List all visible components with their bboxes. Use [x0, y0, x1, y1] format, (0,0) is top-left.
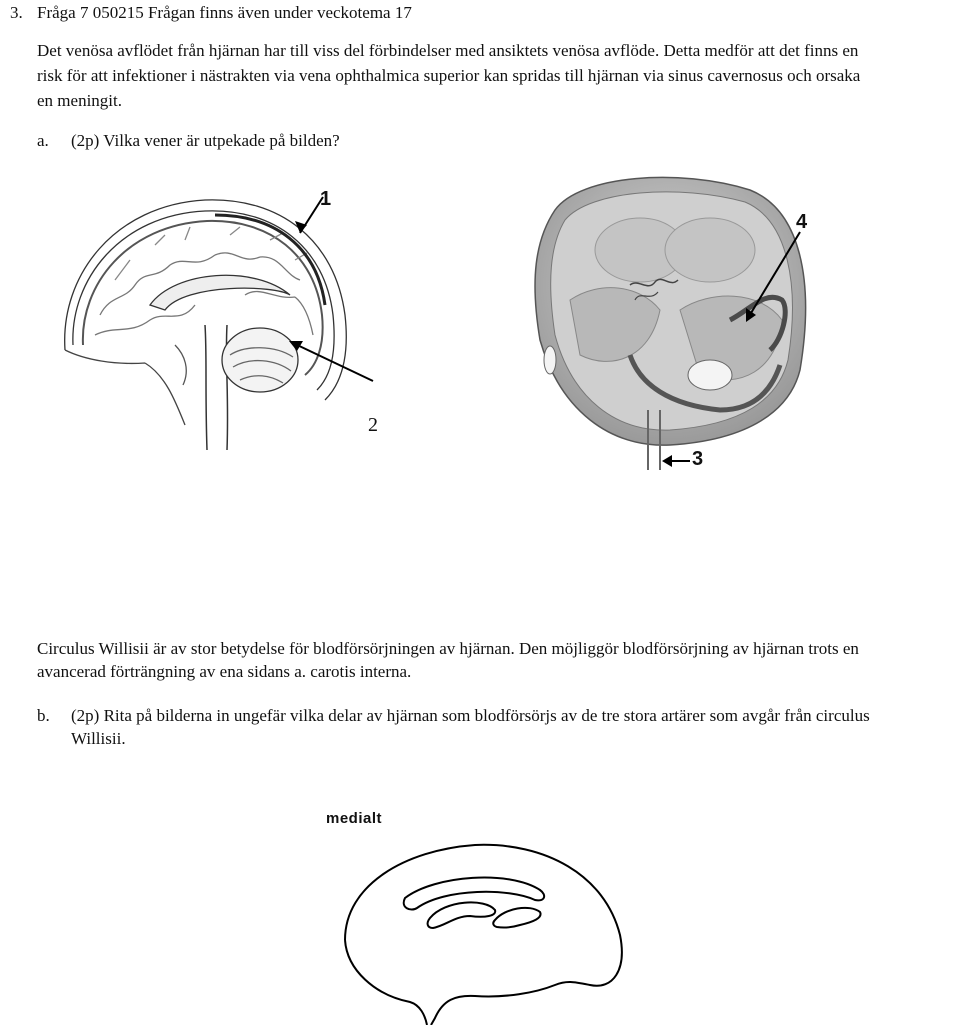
medial-brain-outline — [335, 830, 635, 1025]
intro-line-3: en meningit. — [37, 91, 122, 110]
marker-1: 1 — [320, 188, 332, 210]
question-heading: Fråga 7 050215 Frågan finns även under veckotema 17 — [37, 3, 412, 22]
part-b-line-1: (2p) Rita på bilderna in ungefär vilka delar av hjärnan som blodförsörjs av de tre stora artärer som avgår från circulus — [71, 706, 870, 725]
medial-label: medialt — [326, 810, 383, 827]
marker-2: 2 — [368, 414, 378, 436]
circulus-line-2: avancerad förträngning av ena sidans a. carotis interna. — [37, 662, 412, 681]
skull-base-figure — [520, 170, 820, 470]
marker-3: 3 — [692, 448, 704, 470]
intro-line-2: risk för att infektioner i nästrakten via vena ophthalmica superior kan spridas till hjärnan via sinus cavernosus och orsaka — [37, 66, 861, 85]
circulus-line-1: Circulus Willisii är av stor betydelse för blodförsörjningen av hjärnan. Den möjliggör blodförsörjning av hjärnan trots en — [37, 639, 859, 658]
part-b-line-2: Willisii. — [71, 729, 126, 748]
question-number: 3. — [10, 3, 23, 22]
part-a-question: (2p) Vilka vener är utpekade på bilden? — [71, 131, 340, 150]
part-b-label: b. — [37, 706, 50, 725]
part-a-label: a. — [37, 131, 49, 150]
marker-4: 4 — [796, 211, 808, 233]
sagittal-brain-figure — [55, 185, 390, 460]
intro-line-1: Det venösa avflödet från hjärnan har till viss del förbindelser med ansiktets venösa avflöde. Detta medför att det finns en — [37, 41, 859, 60]
